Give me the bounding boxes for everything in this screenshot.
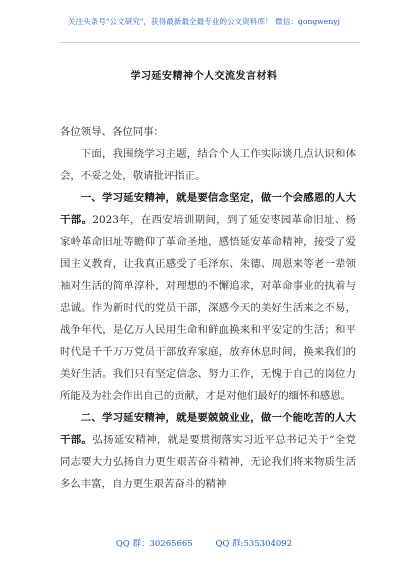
section1-heading: 一、学习延安精神，就是要信念坚定，做一个会感恩的人大干部。 [60, 192, 356, 226]
footer-contacts [0, 537, 408, 549]
header-divider [60, 42, 360, 43]
header-promo-note: 关注头条号"公文研究"，获得最新最全最专业的公文资料库！ 微信：gongwenyj [67, 17, 341, 26]
document-body [60, 121, 356, 495]
section2-body: 弘扬延安精神，就是要贯彻落实习近平总书记关于“全党同志要大力弘扬自力更生艰苦奋斗精神，无论我们将来物质生活多么丰富，自力更生艰苦奋斗的精神 [60, 434, 357, 490]
footer-qq-group-2: QQ 群:535304092 [215, 539, 293, 549]
section2-heading: 二、学习延安精神，就是要兢兢业业，做一个能吃苦的人大干部。 [60, 412, 356, 446]
footer-qq-group-1: QQ 群：30265665 [115, 539, 193, 549]
section1-paragraph [60, 187, 356, 407]
intro-paragraph: 下面，我围绕学习主题，结合个人工作实际谈几点认识和体会，不妥之处，敬请批评指正。 [60, 148, 356, 182]
document-title: 学习延安精神个人交流发言材料 [130, 71, 278, 82]
section1-body: 2023年，在西安培训期间，到了延安枣园革命旧址、杨家岭革命旧址等瞻仰了革命圣地，感悟延安革命精神，接受了爱国主义教育，让我真正感受了毛泽东、朱德、周恩来等老一辈领袖对生活的简单淳朴，对理想的不懈追求，对革命事业的执着与忠诚。作为新时代的党员干部，深感今天的美好生活来之不易，战争年代，是亿万人民用生命和鲜血换来和平安定的生活；和平时代是千千万万党员干部放弃家庭，放弃休息时间，换来我们的美好生活。我们只有坚定信念、努力工作，无愧于自己的岗位力所能及为社会作出自己的贡献，才是对他们最好的缅怀和感恩。 [60, 214, 357, 402]
salutation: 各位领导、各位同事： [60, 126, 164, 138]
section2-paragraph [60, 407, 356, 495]
